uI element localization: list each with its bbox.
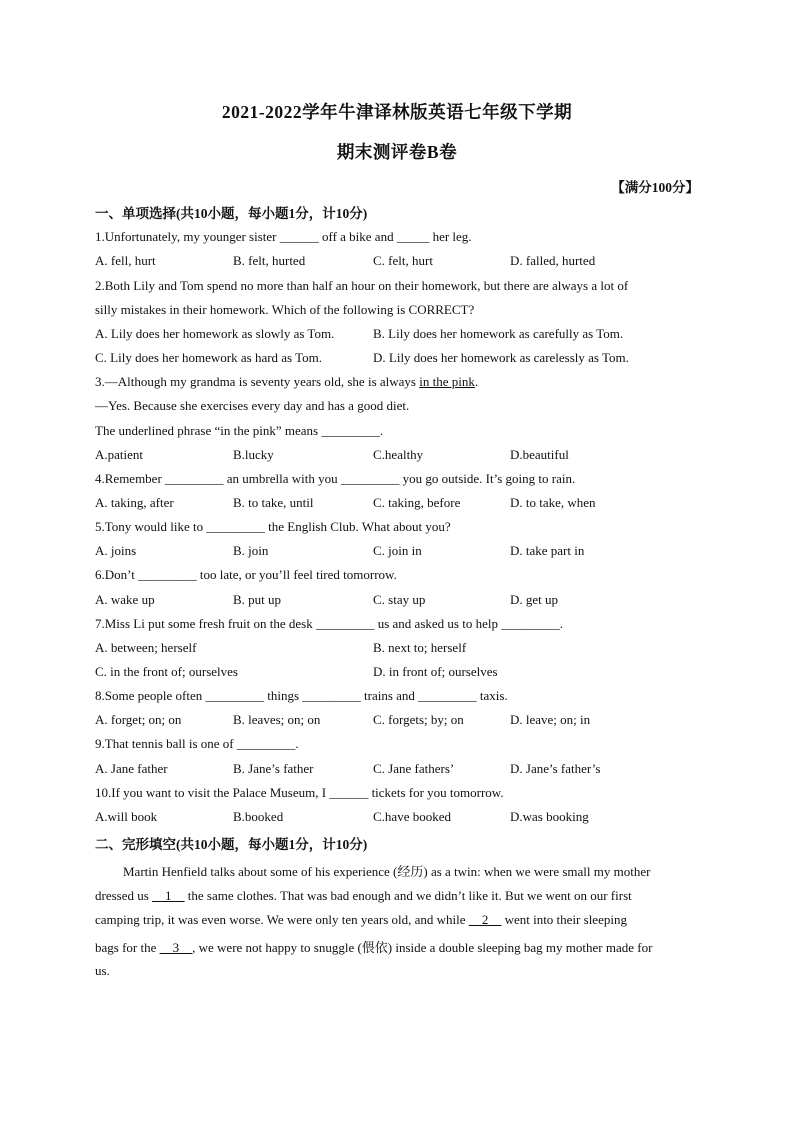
section1-heading: 一、单项选择(共10小题，每小题1分，计10分) bbox=[95, 206, 368, 221]
question-4-option-d: D. to take, when bbox=[510, 495, 596, 510]
question-5-option-b: B. join bbox=[233, 543, 269, 558]
question-1-option-c: C. felt, hurt bbox=[373, 253, 433, 268]
question-7-option-c: C. in the front of; ourselves bbox=[95, 664, 238, 679]
question-10-option-c: C.have booked bbox=[373, 809, 451, 824]
question-3-option-c: C.healthy bbox=[373, 447, 424, 462]
question-9-option-a: A. Jane father bbox=[95, 761, 168, 776]
question-6-stem: 6.Don’t _________ too late, or you’ll feel tired tomorrow. bbox=[95, 567, 397, 582]
question-3-line3: The underlined phrase “in the pink” means _________. bbox=[95, 423, 384, 438]
question-3-stem-end: . bbox=[474, 374, 479, 389]
question-5-option-d: D. take part in bbox=[510, 543, 585, 558]
question-8-stem: 8.Some people often _________ things _________ trains and _________ taxis. bbox=[95, 688, 508, 703]
passage-text: dressed us bbox=[95, 888, 153, 903]
blank-1: __1__ bbox=[152, 888, 185, 903]
question-3-stem bbox=[95, 374, 478, 390]
passage-text: the same clothes. That was bad enough and we didn’t like it. But we went on our first bbox=[184, 888, 632, 903]
passage-text: went into their sleeping bbox=[501, 912, 627, 927]
passage-line-3 bbox=[95, 912, 627, 928]
question-2-option-c: C. Lily does her homework as hard as Tom. bbox=[95, 350, 323, 365]
question-3-line2: —Yes. Because she exercises every day and has a good diet. bbox=[95, 398, 410, 413]
question-5-stem: 5.Tony would like to _________ the English Club. What about you? bbox=[95, 519, 451, 534]
passage-text: camping trip, it was even worse. We were only ten years old, and while bbox=[95, 912, 469, 927]
underlined-phrase: in the pink bbox=[419, 374, 475, 389]
question-3-stem-text: 3.—Although my grandma is seventy years old, she is always bbox=[95, 374, 420, 389]
question-9-option-b: B. Jane’s father bbox=[233, 761, 314, 776]
question-6-option-a: A. wake up bbox=[95, 592, 155, 607]
passage-text: bags for the bbox=[95, 940, 160, 955]
question-6-option-b: B. put up bbox=[233, 592, 282, 607]
question-5-option-c: C. join in bbox=[373, 543, 422, 558]
question-7-option-b: B. next to; herself bbox=[373, 640, 467, 655]
question-10-stem: 10.If you want to visit the Palace Museum, I ______ tickets for you tomorrow. bbox=[95, 785, 504, 800]
question-1-option-d: D. falled, hurted bbox=[510, 253, 596, 268]
question-7-stem: 7.Miss Li put some fresh fruit on the desk _________ us and asked us to help _________. bbox=[95, 616, 563, 631]
question-6-option-d: D. get up bbox=[510, 592, 559, 607]
exam-title: 2021-2022学年牛津译林版英语七年级下学期 bbox=[221, 102, 573, 122]
question-6-option-c: C. stay up bbox=[373, 592, 426, 607]
question-8-option-d: D. leave; on; in bbox=[510, 712, 591, 727]
question-4-option-b: B. to take, until bbox=[233, 495, 314, 510]
question-5-option-a: A. joins bbox=[95, 543, 137, 558]
question-1-option-a: A. fell, hurt bbox=[95, 253, 156, 268]
question-4-stem: 4.Remember _________ an umbrella with you _________ you go outside. It’s going to rain. bbox=[95, 471, 576, 486]
question-10-option-a: A.will book bbox=[95, 809, 158, 824]
question-10-option-d: D.was booking bbox=[510, 809, 589, 824]
question-2-stem: 2.Both Lily and Tom spend no more than half an hour on their homework, but there are always a lot of bbox=[95, 278, 629, 293]
question-9-stem: 9.That tennis ball is one of _________. bbox=[95, 736, 299, 751]
passage-line-4 bbox=[95, 937, 652, 956]
question-4-option-c: C. taking, before bbox=[373, 495, 461, 510]
question-1-stem: 1.Unfortunately, my younger sister ______ off a bike and _____ her leg. bbox=[95, 229, 472, 244]
question-4-option-a: A. taking, after bbox=[95, 495, 174, 510]
question-2-option-b: B. Lily does her homework as carefully as Tom. bbox=[373, 326, 624, 341]
question-2-stem-cont: silly mistakes in their homework. Which of the following is CORRECT? bbox=[95, 302, 475, 317]
question-10-option-b: B.booked bbox=[233, 809, 284, 824]
question-8-option-c: C. forgets; by; on bbox=[373, 712, 464, 727]
question-7-option-d: D. in front of; ourselves bbox=[373, 664, 498, 679]
question-7-option-a: A. between; herself bbox=[95, 640, 197, 655]
question-3-option-b: B.lucky bbox=[233, 447, 274, 462]
question-2-option-d: D. Lily does her homework as carelessly as Tom. bbox=[373, 350, 629, 365]
section2-heading: 二、完形填空(共10小题，每小题1分，计10分) bbox=[95, 837, 368, 852]
exam-subtitle: 期末测评卷B卷 bbox=[336, 142, 458, 162]
passage-line-2 bbox=[95, 888, 632, 904]
blank-3: __3__ bbox=[159, 940, 193, 955]
passage-line-1: Martin Henfield talks about some of his experience (经历) as a twin: when we were small my mother bbox=[123, 864, 651, 879]
question-9-option-d: D. Jane’s father’s bbox=[510, 761, 601, 776]
blank-2: __2__ bbox=[468, 912, 502, 927]
passage-line-5: us. bbox=[95, 963, 110, 978]
question-8-option-b: B. leaves; on; on bbox=[233, 712, 321, 727]
question-1-option-b: B. felt, hurted bbox=[233, 253, 306, 268]
full-score-label: 【满分100分】 bbox=[611, 180, 699, 195]
question-2-option-a: A. Lily does her homework as slowly as Tom. bbox=[95, 326, 335, 341]
question-3-option-d: D.beautiful bbox=[510, 447, 569, 462]
passage-text: , we were not happy to snuggle (偎依) inside a double sleeping bag my mother made for bbox=[192, 940, 653, 955]
question-3-option-a: A.patient bbox=[95, 447, 144, 462]
question-8-option-a: A. forget; on; on bbox=[95, 712, 182, 727]
question-9-option-c: C. Jane fathers’ bbox=[373, 761, 455, 776]
